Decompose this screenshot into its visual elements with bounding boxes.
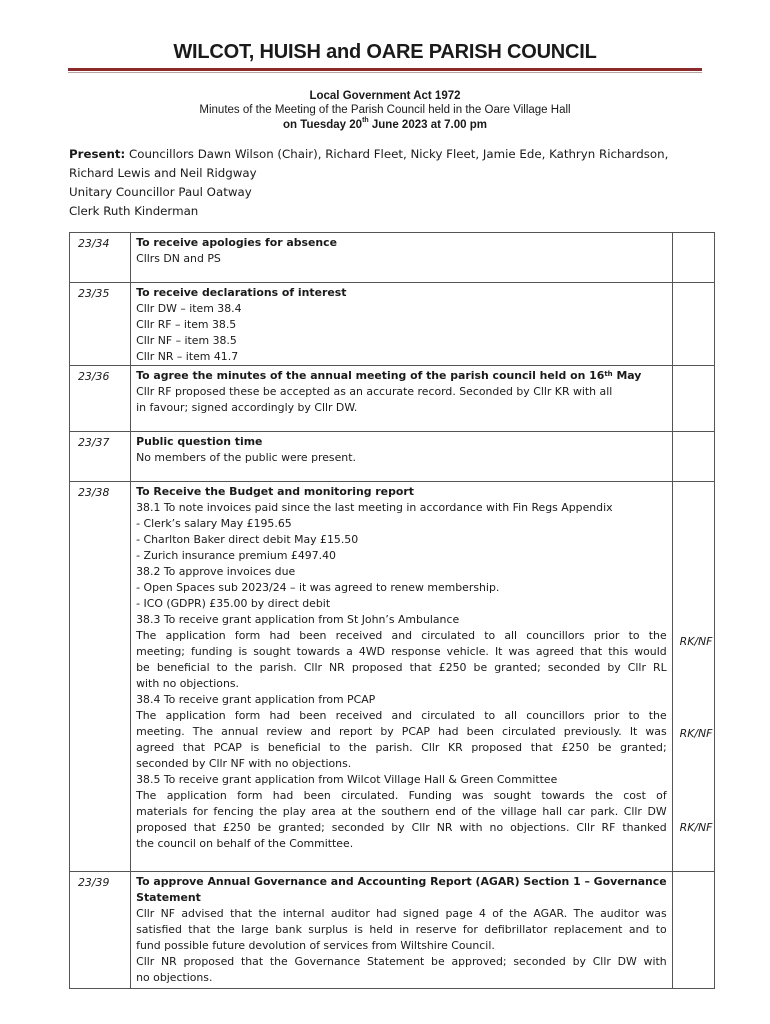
minute-text: satisfied that the large bank surplus is held in reserve for defibrillator replacement and to bbox=[136, 923, 667, 936]
minute-text: no objections. bbox=[136, 971, 213, 984]
present-label: Present: bbox=[69, 147, 126, 161]
action-owner: RK/NF bbox=[679, 635, 713, 648]
action-cell bbox=[672, 482, 714, 872]
minute-heading: To approve Annual Governance and Accounting Report (AGAR) Section 1 – Governance bbox=[136, 875, 667, 888]
minute-text: Cllr RF proposed these be accepted as an accurate record. Seconded by Cllr KR with all bbox=[136, 385, 613, 398]
action-owner: RK/NF bbox=[679, 821, 713, 834]
minute-heading: To receive declarations of interest bbox=[136, 286, 347, 299]
minute-text: Cllr NF – item 38.5 bbox=[136, 334, 237, 347]
attendance-block bbox=[69, 145, 709, 221]
minute-text: 38.5 To receive grant application from Wilcot Village Hall & Green Committee bbox=[136, 773, 558, 786]
minute-text: Cllr DW – item 38.4 bbox=[136, 302, 242, 315]
action-cell bbox=[672, 233, 714, 283]
minute-text: seconded by Cllr NF with no objections. bbox=[136, 757, 352, 770]
action-cell bbox=[672, 283, 714, 366]
minute-body bbox=[131, 432, 673, 482]
minute-number: 23/34 bbox=[70, 233, 131, 283]
minute-text: Cllr NR proposed that the Governance Statement be approved; seconded by Cllr DW with bbox=[136, 955, 667, 968]
minute-body bbox=[131, 233, 673, 283]
minute-number: 23/37 bbox=[70, 432, 131, 482]
minute-body bbox=[131, 482, 673, 872]
minute-heading: To receive apologies for absence bbox=[136, 236, 338, 249]
minute-text: Cllr NR – item 41.7 bbox=[136, 350, 239, 363]
action-cell bbox=[672, 366, 714, 432]
minute-row-23-35 bbox=[70, 283, 715, 366]
minute-text: fund possible future devolution of services from Wiltshire Council. bbox=[136, 939, 495, 952]
present-clerk: Clerk Ruth Kinderman bbox=[69, 204, 199, 218]
minute-text: - Charlton Baker direct debit May £15.50 bbox=[136, 533, 359, 546]
minute-number: 23/35 bbox=[70, 283, 131, 366]
minute-number: 23/36 bbox=[70, 366, 131, 432]
minute-heading: To Receive the Budget and monitoring report bbox=[136, 485, 414, 498]
minute-body bbox=[131, 872, 673, 989]
minute-text: The application form had been received and circulated to all councillors prior to the bbox=[136, 629, 667, 642]
minute-text: Cllr RF – item 38.5 bbox=[136, 318, 237, 331]
minute-text: - Zurich insurance premium £497.40 bbox=[136, 549, 336, 562]
minute-text: - ICO (GDPR) £35.00 by direct debit bbox=[136, 597, 331, 610]
minute-body bbox=[131, 366, 673, 432]
minute-row-23-36 bbox=[70, 366, 715, 432]
minute-row-23-39 bbox=[70, 872, 715, 989]
minute-text: in favour; signed accordingly by Cllr DW. bbox=[136, 401, 358, 414]
minute-heading-cont: Statement bbox=[136, 891, 201, 904]
action-owner: RK/NF bbox=[679, 727, 713, 740]
act-line: Local Government Act 1972 bbox=[309, 90, 461, 102]
minute-text: materials for fencing the play area at the southern end of the village hall car park. Cllr DW bbox=[136, 805, 667, 818]
minute-text: 38.1 To note invoices paid since the last meeting in accordance with Fin Regs Appendix bbox=[136, 501, 613, 514]
meeting-date: on Tuesday 20th June 2023 at 7.00 pm bbox=[283, 117, 487, 131]
title-rule-shadow bbox=[68, 72, 702, 73]
minute-text: proposed that £250 be granted; seconded by Cllr NR with no objections. Cllr RF thanked bbox=[136, 821, 667, 834]
present-councillors-cont: Richard Lewis and Neil Ridgway bbox=[69, 166, 257, 180]
minute-body bbox=[131, 283, 673, 366]
minute-row-23-37 bbox=[70, 432, 715, 482]
minute-text: No members of the public were present. bbox=[136, 451, 356, 464]
council-title: WILCOT, HUISH and OARE PARISH COUNCIL bbox=[173, 41, 597, 63]
present-councillors: Present: Councillors Dawn Wilson (Chair), Richard Fleet, Nicky Fleet, Jamie Ede, Kathryn Richardson, bbox=[69, 147, 669, 161]
minute-text: - Clerk’s salary May £195.65 bbox=[136, 517, 292, 530]
minute-text: 38.2 To approve invoices due bbox=[136, 565, 296, 578]
minute-text: meeting. The annual review and report by PCAP had been circulated previously. It was bbox=[136, 725, 667, 738]
title-rule bbox=[68, 68, 702, 71]
minute-text: meeting; funding is sought towards a 4WD response vehicle. It was agreed that this would bbox=[136, 645, 667, 658]
minute-text: The application form had been circulated. Funding was sought towards the cost of bbox=[136, 789, 667, 802]
action-cell bbox=[672, 432, 714, 482]
minute-text: The application form had been received and circulated to all councillors prior to the bbox=[136, 709, 667, 722]
minute-text: agreed that PCAP is beneficial to the parish. Cllr KR proposed that £250 be granted; bbox=[136, 741, 667, 754]
minute-text: Cllr NF advised that the internal auditor had signed page 4 of the AGAR. The auditor was bbox=[136, 907, 667, 920]
minute-row-23-38 bbox=[70, 482, 715, 872]
minute-number: 23/39 bbox=[70, 872, 131, 989]
minute-text: Cllrs DN and PS bbox=[136, 252, 221, 265]
minute-text: 38.3 To receive grant application from St John’s Ambulance bbox=[136, 613, 460, 626]
meeting-line: Minutes of the Meeting of the Parish Council held in the Oare Village Hall bbox=[199, 104, 571, 116]
action-cell bbox=[672, 872, 714, 989]
minute-text: be beneficial to the parish. Cllr NR proposed that £250 be granted; seconded by Cllr RL bbox=[136, 661, 667, 674]
minute-text: 38.4 To receive grant application from PCAP bbox=[136, 693, 376, 706]
minute-heading: To agree the minutes of the annual meeting of the parish council held on 16th May bbox=[136, 369, 642, 382]
minute-heading: Public question time bbox=[136, 435, 263, 448]
minute-text: - Open Spaces sub 2023/24 – it was agreed to renew membership. bbox=[136, 581, 500, 594]
minutes-table bbox=[69, 232, 715, 989]
minute-row-23-34 bbox=[70, 233, 715, 283]
present-unitary: Unitary Councillor Paul Oatway bbox=[69, 185, 252, 199]
minute-text: the council on behalf of the Committee. bbox=[136, 837, 354, 850]
minute-text: with no objections. bbox=[136, 677, 240, 690]
minute-number: 23/38 bbox=[70, 482, 131, 872]
